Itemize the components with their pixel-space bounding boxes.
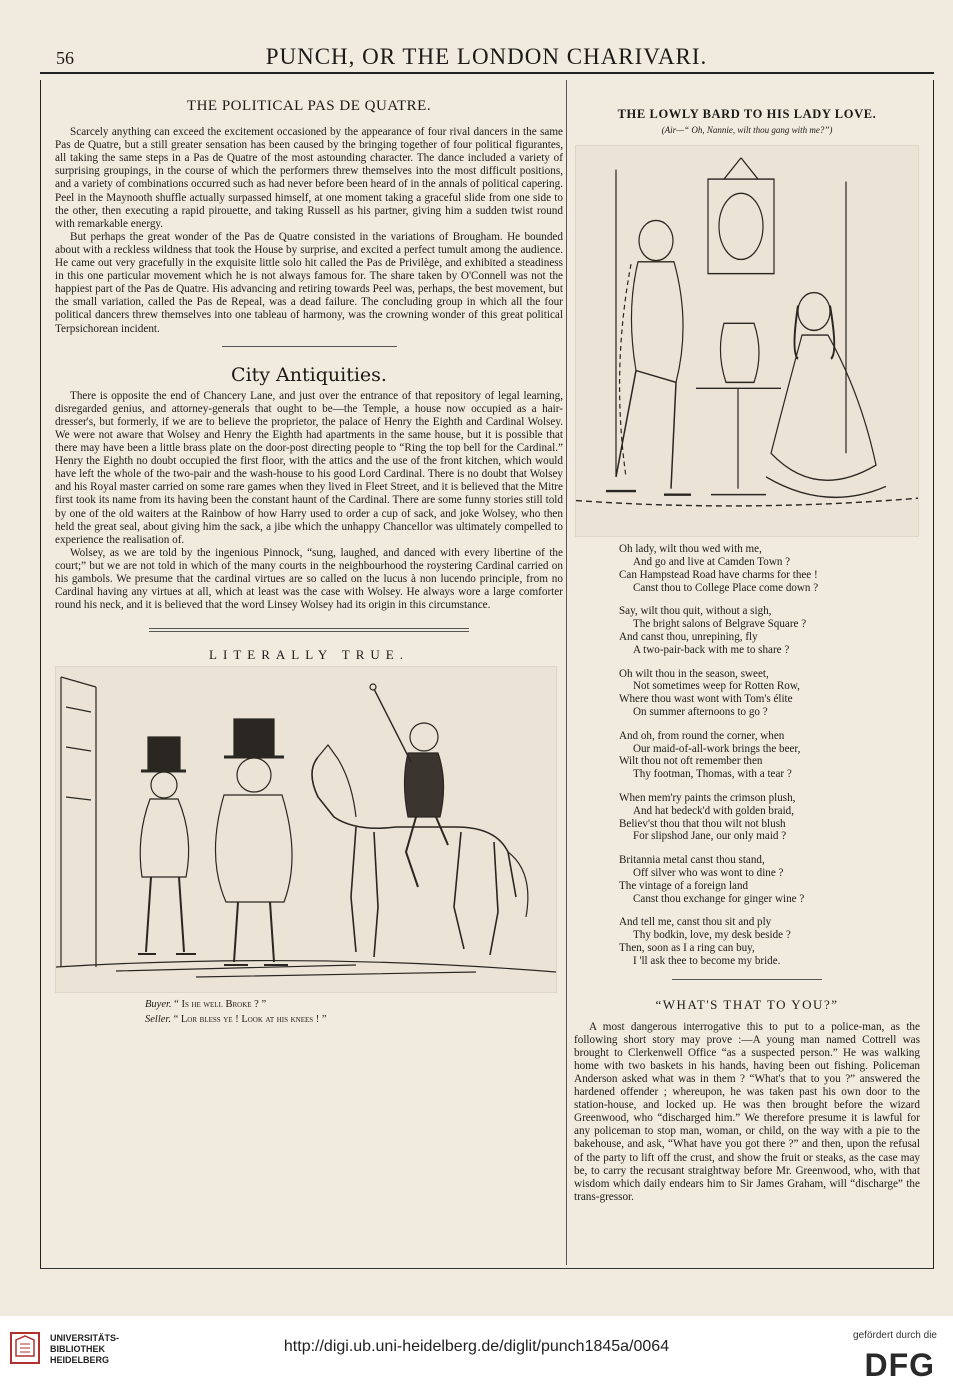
article-paragraph: But perhaps the great wonder of the Pas de Quatre consisted in the variations of Brougham. He bounded about with a reckless wildness that took the House by surprise, and excited a perfect tumult among the audience. He came out very gracefully in the exquisite little solo hit called the Pas de Privilège, and exhibited a steadiness in this one particular movement which he is not always famous for. The share taken by O'Connell was not the happiest part of the Pas de Quatre. His advancing and retiring towards Peel was, perhaps, the best movement, but the small variation, called the Pas de Repeal, was a dead failure. The concluding group in which all the four political dancers threw themselves into one tableau of harmony, was the crowning wonder of this great political Terpsichorean incident. (55, 230, 563, 335)
caption-speaker-buyer: Buyer. (145, 999, 172, 1011)
poem-line: The bright salons of Belgrave Square ? (633, 618, 807, 631)
article-paragraph: Wolsey, as we are told by the ingenious Pinnock, “sung, laughed, and danced with every libertine of the court;” but we are not told in which of the many courts in the neighbourhood the roystering Cardinal carried on his gambols. We presume that the cardinal virtues are so called on the lucus à non lucendo principle, from no Cardinal having any virtues at all, which at least was the case with Wolsey. He always wore a large comforter round his neck, and it is believed that the word Linsey Wolsey had its origin in this circumstance. (55, 546, 563, 612)
poem-line: Canst thou to College Place come down ? (633, 581, 819, 594)
poem-line: Then, soon as I a ring can buy, (619, 941, 755, 954)
poem-line: Off silver who was wont to dine ? (633, 866, 784, 879)
library-name-line: HEIDELBERG (50, 1355, 110, 1365)
source-url-link[interactable]: http://digi.ub.uni-heidelberg.de/diglit/punch1845a/0064 (283, 1338, 670, 1355)
left-column (55, 88, 563, 1027)
poem-line: Believ'st thou that thou wilt not blush (619, 817, 786, 830)
poem-line: Wilt thou not oft remember then (619, 755, 763, 768)
running-head (40, 44, 933, 74)
funded-by-label: gefördert durch die (853, 1330, 937, 1341)
header-rule (40, 72, 934, 74)
journal-title: PUNCH, OR THE LONDON CHARIVARI. (265, 44, 708, 69)
poem-line: For slipshod Jane, our only maid ? (633, 830, 787, 843)
section-separator (672, 979, 822, 980)
column-divider (566, 80, 567, 1265)
poem-line: Thy bodkin, love, my desk beside ? (633, 929, 791, 942)
poem-line: And go and live at Camden Town ? (633, 555, 791, 568)
page-number: 56 (56, 48, 74, 68)
poem-line: And canst thou, unrepining, fly (619, 630, 758, 643)
poem-stanza (619, 605, 920, 656)
article-paragraph: Scarcely anything can exceed the excitement occasioned by the appearance of four rival dancers in the same Pas de Quatre, but a still greater sensation has been caused by the bringing together of four political figurantes, all taking the same steps in a Pas de Quatre of the most astounding character. The dance included a variety of surprising groupings, in the course of which the performers threw themselves into the most difficult positions, and a variety of combinations occurred such as had never before been heard of in the annals of political capering. Peel in the Maynooth shuffle actually surpassed himself, at one moment taking a graceful slide from one side to the other, then executing a rapid pirouette, and taking Russell as his partner, giving him a sudden twist round with remarkable energy. (55, 126, 563, 230)
cartoon-caption (145, 997, 563, 1027)
cartoon-horse-sale-illustration (55, 666, 557, 993)
cartoon-title-literally-true: LITERALLY TRUE. (209, 647, 409, 663)
bard-courtship-illustration (575, 145, 919, 537)
poem-stanza (619, 543, 920, 594)
poem-stanza (619, 916, 920, 967)
poem-line: Thy footman, Thomas, with a tear ? (633, 768, 792, 781)
caption-line-buyer: “ Is he well Broke ? ” (174, 999, 267, 1011)
poem-stanza (619, 854, 920, 905)
poem-stanza (619, 792, 920, 843)
poem-stanza (619, 668, 920, 719)
poem-line: Oh wilt thou in the season, sweet, (619, 667, 769, 680)
poem-line: Not sometimes weep for Rotten Row, (633, 680, 800, 693)
poem-line: And hat bedeck'd with golden braid, (633, 804, 794, 817)
poem-line: On summer afternoons to go ? (633, 705, 768, 718)
poem-line: And tell me, canst thou sit and ply (619, 916, 772, 929)
article-title-city-antiquities: City Antiquities. (231, 363, 387, 386)
article-paragraph: A most dangerous interrogative this to put to a police-man, as the following short story may prove :—A young man named Cottrell was brought to Clerkenwell Office “as a suspected person.” He was walking home with two baskets in his hands, having been out fishing. Policeman Anderson asked what was in them ? “What's that to you ?” answered the hardened offender ; whereupon, he was taken past his own door to the station-house, and locked up. He was then brought before the wizard Greenwood, who “discharged him.” We therefore presume it is lawful for any policeman to stop man, woman, or child, on the way with a pie to the bakehouse, and ask, “What have you got there ?” and then, upon the refusal of the party to lift off the crust, and show the fruit or steaks, as the case may be, to carry the recusant straightway before Mr. Greenwood, who, with that wisdom which daily endears him to Sir James Graham, will “discharge” the trans-gressor. (574, 1020, 920, 1203)
caption-line-seller: “ Lor bless ye ! Look at his knees ! ” (173, 1014, 327, 1026)
poem-line: Say, wilt thou quit, without a sigh, (619, 605, 772, 618)
poem-line: When mem'ry paints the crimson plush, (619, 791, 796, 804)
article-title-political-pas-de-quatre: THE POLITICAL PAS DE QUATRE. (186, 98, 432, 114)
poem-line: Where thou wast wont with Tom's élite (619, 693, 793, 706)
poem-line: Canst thou exchange for ginger wine ? (633, 892, 805, 905)
poem-air-note: (Air—“ Oh, Nannie, wilt thou gang with me?”) (661, 125, 833, 136)
article-paragraph: There is opposite the end of Chancery Lane, and just over the entrance of that repository of legal learning, disregarded genius, and attorney-generals that ought to be—the Temple, a house now occupied as a hair-dresser's, but formerly, if we are to believe the proprietor, the palace of Henry the Eighth and Cardinal Wolsey. We were not aware that Wolsey and Henry the Eighth had apartments in the same house, but it is possible that there may have been a little brass plate on the door-post directing people to “Ring the top bell for the Cardinal.” Henry the Eighth no doubt occupied the first floor, with the attics and the use of the front kitchen, which would have left the whole of the two-pair and the wash-house to his good Lord Cardinal. There is no doubt that Wolsey and his Royal master carried on some rare games when they lived in Fleet Street, and it is believed that the Mitre first took its name from its having been the constant haunt of the Cardinal. There are some funny stories still told by one of the old waiters at the Rainbow of how Harry used to order a cup of sack, and joke Wolsey, who then held the great seal, about giving him the sack, a jibe which the unhappy Chancellor was ultimately compelled to experience the realisation of. (55, 389, 563, 546)
article-title-whats-that-to-you: “WHAT'S THAT TO YOU?” (655, 996, 839, 1012)
poem-line: A two-pair-back with me to share ? (633, 643, 790, 656)
bottom-rule (40, 1268, 934, 1269)
poem-line: The vintage of a foreign land (619, 879, 749, 892)
poem-line: I 'll ask thee to become my bride. (633, 954, 781, 967)
section-separator (149, 628, 469, 629)
courtship-engraving (576, 146, 918, 536)
digitization-footer (0, 1316, 953, 1386)
poem-title-lowly-bard: THE LOWLY BARD TO HIS LADY LOVE. (617, 107, 877, 121)
poem-stanza (619, 730, 920, 781)
poem-line: Britannia metal canst thou stand, (619, 854, 765, 867)
caption-speaker-seller: Seller. (145, 1014, 171, 1026)
library-name-line: UNIVERSITÄTS- (50, 1333, 120, 1343)
right-border (933, 80, 934, 1268)
poem-line: Can Hampstead Road have charms for thee ! (619, 568, 818, 581)
left-border (40, 80, 41, 1268)
section-separator (222, 346, 397, 347)
poem-line: Our maid-of-all-work brings the beer, (633, 742, 801, 755)
library-name-line: BIBLIOTHEK (50, 1344, 105, 1354)
dfg-logo: DFG (864, 1347, 935, 1383)
section-separator (149, 631, 469, 632)
poem-line: And oh, from round the corner, when (619, 729, 785, 742)
poem-body (619, 543, 920, 967)
right-column (574, 88, 920, 1204)
poem-line: Oh lady, wilt thou wed with me, (619, 543, 762, 556)
horse-sale-engraving (56, 667, 556, 992)
